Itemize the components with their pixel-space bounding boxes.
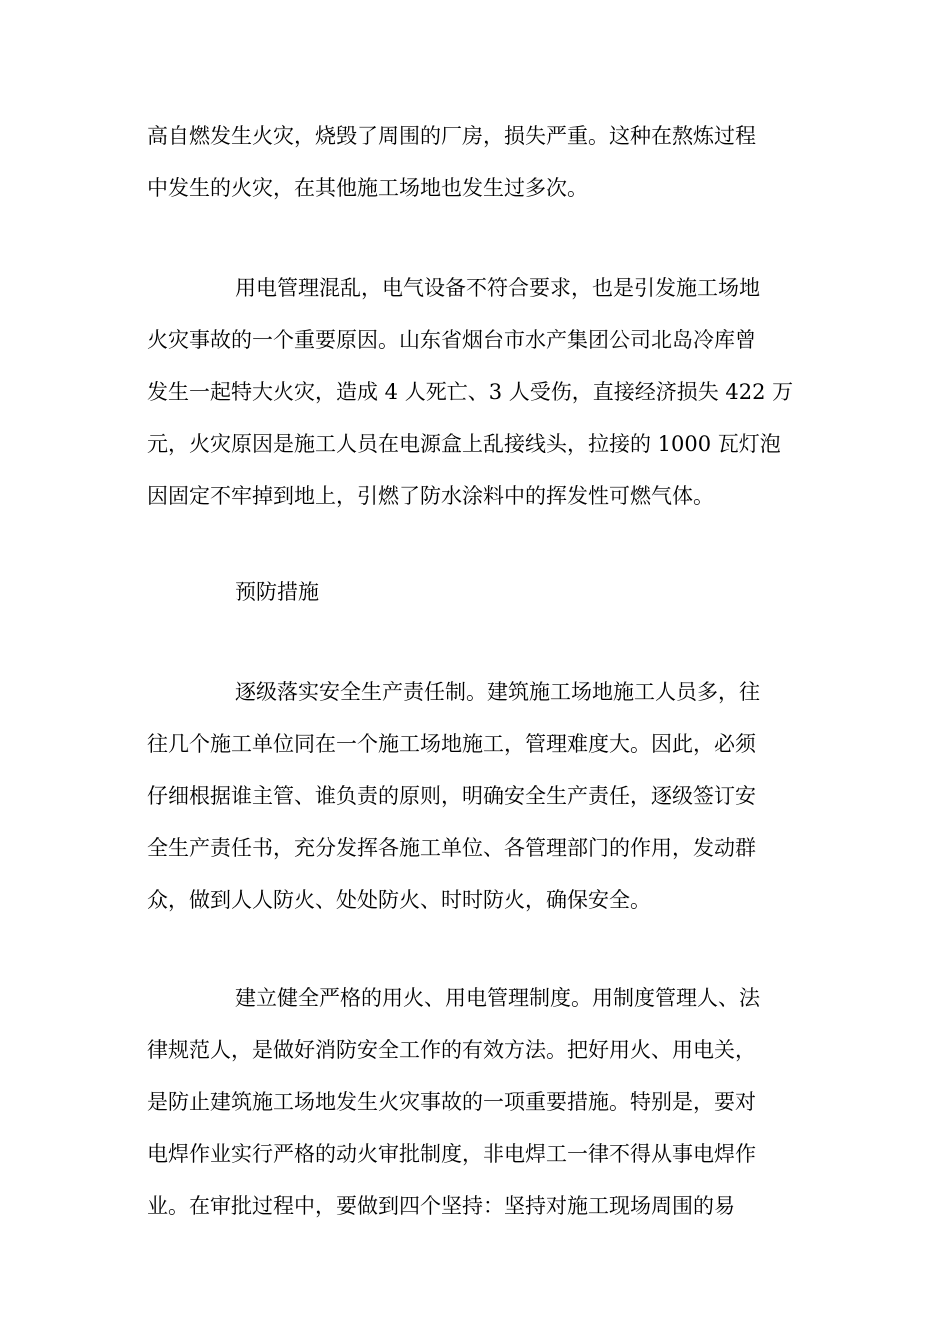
paragraph-2-line-3: 发生一起特大火灾，造成 4 人死亡、3 人受伤，直接经济损失 422 万 (147, 380, 794, 404)
paragraph-3-line-4: 全生产责任书，充分发挥各施工单位、各管理部门的作用，发动群 (147, 836, 756, 860)
paragraph-3-line-1: 逐级落实安全生产责任制。建筑施工场地施工人员多，往 (235, 680, 760, 704)
paragraph-3-line-3: 仔细根据谁主管、谁负责的原则，明确安全生产责任，逐级签订安 (147, 784, 756, 808)
paragraph-3-line-2: 往几个施工单位同在一个施工场地施工，管理难度大。因此，必须 (147, 732, 756, 756)
paragraph-3-line-5: 众，做到人人防火、处处防火、时时防火，确保安全。 (147, 888, 651, 912)
paragraph-2-line-1: 用电管理混乱，电气设备不符合要求，也是引发施工场地 (235, 276, 760, 300)
paragraph-1-line-1: 高自燃发生火灾，烧毁了周围的厂房，损失严重。这种在熬炼过程 (147, 124, 756, 148)
paragraph-1-line-2: 中发生的火灾，在其他施工场地也发生过多次。 (147, 176, 588, 200)
paragraph-4-line-3: 是防止建筑施工场地发生火灾事故的一项重要措施。特别是，要对 (147, 1090, 756, 1114)
paragraph-4-line-1: 建立健全严格的用火、用电管理制度。用制度管理人、法 (235, 986, 760, 1010)
paragraph-2-line-5: 因固定不牢掉到地上，引燃了防水涂料中的挥发性可燃气体。 (147, 484, 714, 508)
paragraph-2-line-2: 火灾事故的一个重要原因。山东省烟台市水产集团公司北岛冷库曾 (147, 328, 756, 352)
section-heading: 预防措施 (235, 580, 319, 604)
paragraph-2-line-4: 元，火灾原因是施工人员在电源盒上乱接线头，拉接的 1000 瓦灯泡 (147, 432, 781, 456)
paragraph-4-line-2: 律规范人，是做好消防安全工作的有效方法。把好用火、用电关， (147, 1038, 756, 1062)
paragraph-4-line-5: 业。在审批过程中，要做到四个坚持：坚持对施工现场周围的易 (147, 1194, 735, 1218)
paragraph-4-line-4: 电焊作业实行严格的动火审批制度，非电焊工一律不得从事电焊作 (147, 1142, 756, 1166)
